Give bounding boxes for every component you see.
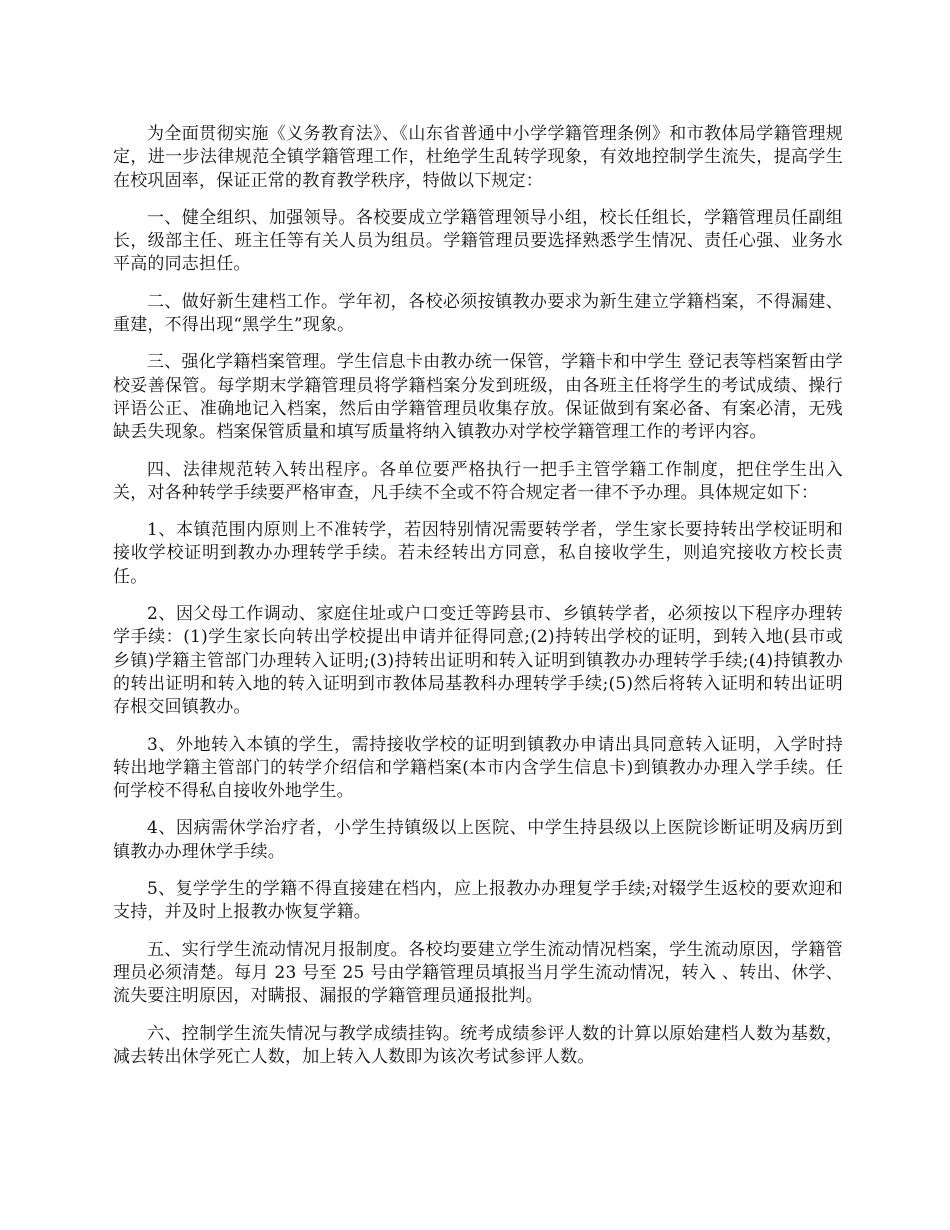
document-body — [113, 123, 843, 1083]
section-4-transfer-procedures: 四、法律规范转入转出程序。各单位要严格执行一把手主管学籍工作制度，把住学生出入关，对各种转学手续要严格审查，凡手续不全或不符合规定者一律不予办理。具体规定如下： — [113, 459, 843, 503]
section-2-new-student-files: 二、做好新生建档工作。学年初，各校必须按镇教办要求为新生建立学籍档案，不得漏建、重建，不得出现“黑学生”现象。 — [113, 291, 843, 336]
intro-paragraph: 为全面贯彻实施《义务教育法》、《山东省普通中小学学籍管理条例》和市教体局学籍管理规定，进一步法律规范全镇学籍管理工作，杜绝学生乱转学现象，有效地控制学生流失，提高学生在校巩固率，保证正常的教育教学秩序，特做以下规定： — [113, 124, 843, 191]
section-6-dropout-control: 六、控制学生流失情况与教学成绩挂钩。统考成绩参评人数的计算以原始建档人数为基数，减去转出休学死亡人数，加上转入人数即为该次考试参评人数。 — [113, 1023, 843, 1067]
rule-5-resumption: 5、复学学生的学籍不得直接建在档内，应上报教办办理复学手续;对辍学生返校的要欢迎和支持，并及时上报教办恢复学籍。 — [113, 879, 843, 923]
rule-3-incoming-transfer: 3、外地转入本镇的学生，需持接收学校的证明到镇教办申请出具同意转入证明，入学时持转出地学籍主管部门的转学介绍信和学籍档案(本市内含学生信息卡)到镇教办办理入学手续。任何学校不得私自接收外地学生。 — [113, 734, 843, 802]
section-3-file-management: 三、强化学籍档案管理。学生信息卡由教办统一保管，学籍卡和中学生 登记表等档案暂由学校妥善保管。每学期末学籍管理员将学籍档案分发到班级，由各班主任将学生的考试成绩、操行评语公正、准确地记入档案，然后由学籍管理员收集存放。保证做到有案必备、有案必清，无残缺丢失现象。档案保管质量和填写质量将纳入镇教办对学校学籍管理工作的考评内容。 — [113, 352, 843, 443]
section-5-monthly-report: 五、实行学生流动情况月报制度。各校均要建立学生流动情况档案，学生流动原因，学籍管理员必须清楚。每月 23 号至 25 号由学籍管理员填报当月学生流动情况，转入 、转出、休学、流失要注明原因，对瞒报、漏报的学籍管理员通报批判。 — [113, 939, 843, 1007]
rule-2-cross-region-transfer: 2、因父母工作调动、家庭住址或户口变迁等跨县市、乡镇转学者，必须按以下程序办理转学手续：(1)学生家长向转出学校提出申请并征得同意;(2)持转出学校的证明，到转入地(县市或乡镇)学籍主管部门办理转入证明;(3)持转出证明和转入证明到镇教办办理转学手续;(4)持镇教办的转出证明和转入地的转入证明到市教体局基教科办理转学手续;(5)然后将转入证明和转出证明存根交回镇教办。 — [113, 604, 843, 718]
rule-4-sick-leave: 4、因病需休学治疗者，小学生持镇级以上医院、中学生持县级以上医院诊断证明及病历到镇教办办理休学手续。 — [113, 818, 843, 862]
section-1-organization: 一、健全组织、加强领导。各校要成立学籍管理领导小组，校长任组长，学籍管理员任副组长，级部主任、班主任等有关人员为组员。学籍管理员要选择熟悉学生情况、责任心强、业务水平高的同志担任。 — [113, 207, 843, 275]
rule-1-local-transfer: 1、本镇范围内原则上不准转学，若因特别情况需要转学者，学生家长要持转出学校证明和接收学校证明到教办办理转学手续。若未经转出方同意，私自接收学生，则追究接收方校长责任。 — [113, 520, 843, 587]
